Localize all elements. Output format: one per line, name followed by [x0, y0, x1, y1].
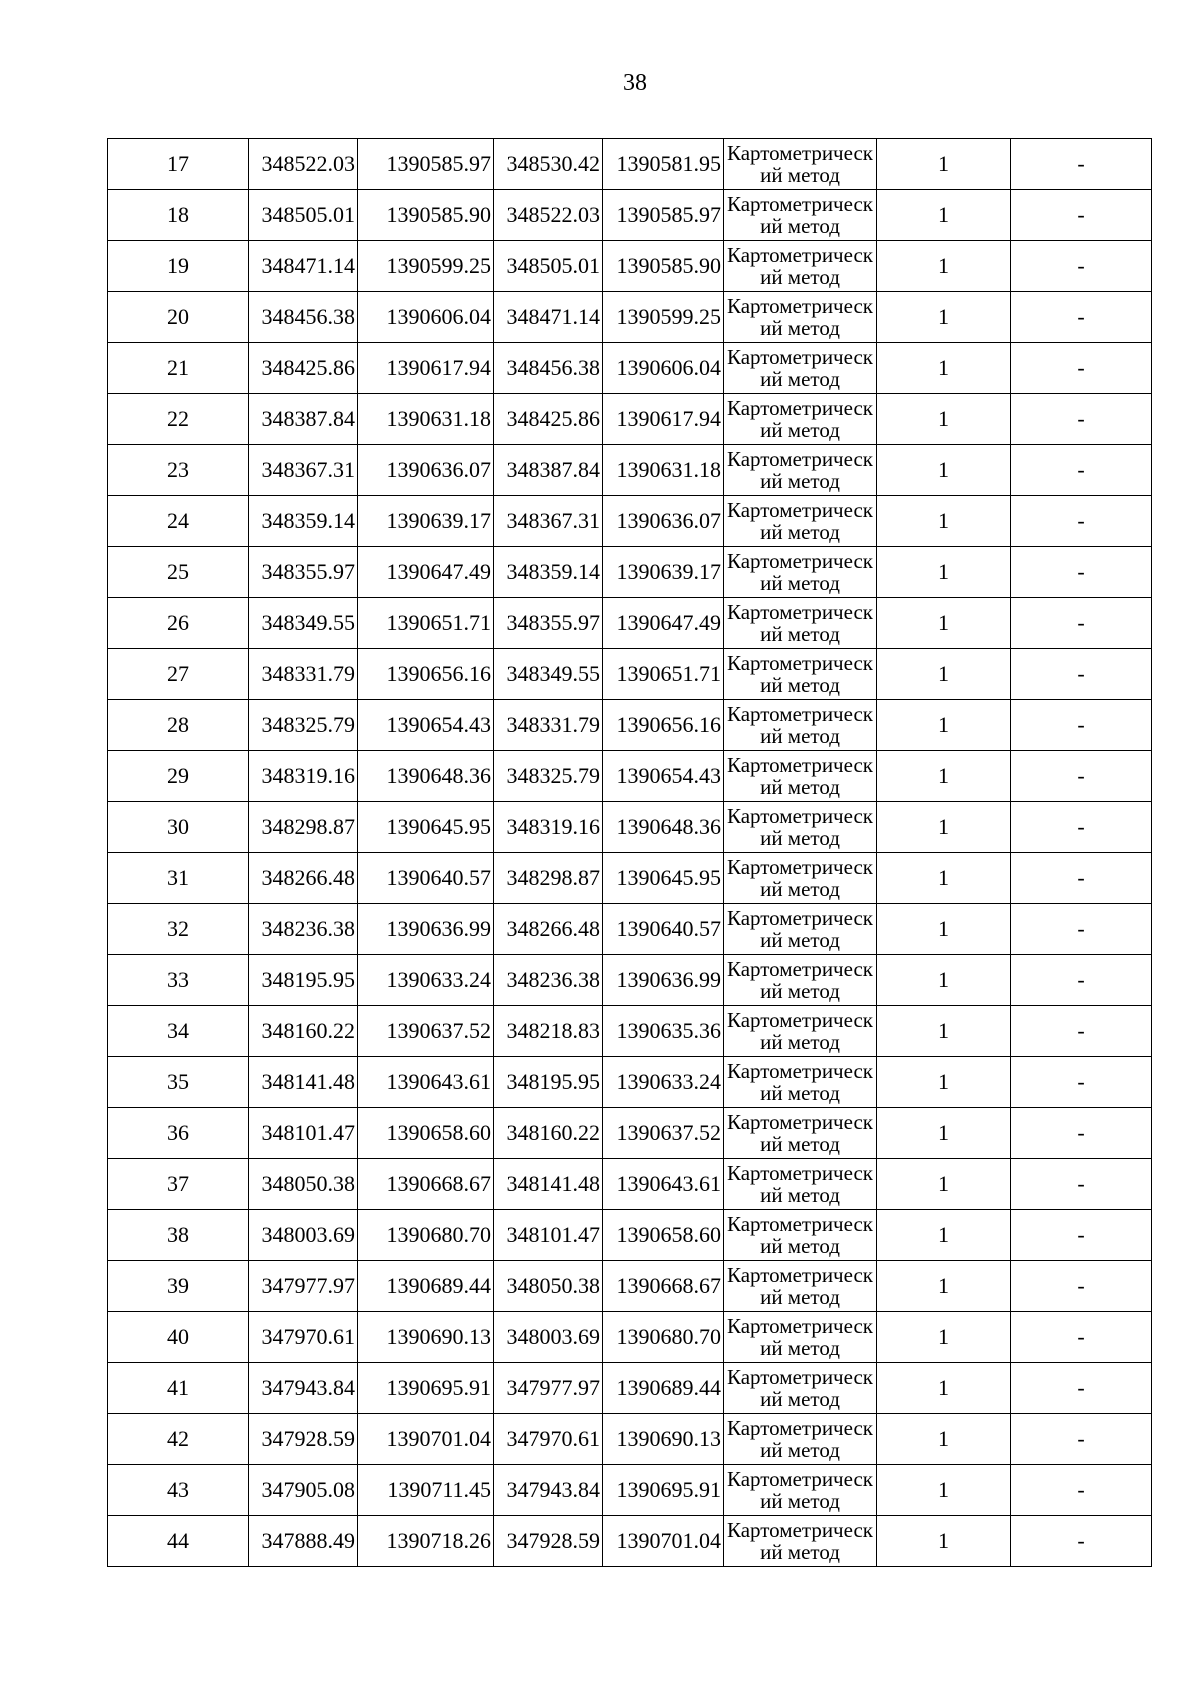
note-cell: -: [1011, 904, 1152, 955]
note-cell: -: [1011, 394, 1152, 445]
note-cell: -: [1011, 547, 1152, 598]
prev-y-coordinate-cell: 1390648.36: [603, 802, 724, 853]
accuracy-cell: 1: [877, 1465, 1011, 1516]
y-coordinate-cell: 1390690.13: [358, 1312, 494, 1363]
method-cell: Картометрический метод: [724, 292, 877, 343]
prev-y-coordinate-cell: 1390585.90: [603, 241, 724, 292]
point-number-cell: 25: [108, 547, 249, 598]
note-cell: -: [1011, 1057, 1152, 1108]
y-coordinate-cell: 1390701.04: [358, 1414, 494, 1465]
point-number-cell: 26: [108, 598, 249, 649]
prev-x-coordinate-cell: 348355.97: [494, 598, 603, 649]
y-coordinate-cell: 1390631.18: [358, 394, 494, 445]
prev-y-coordinate-cell: 1390643.61: [603, 1159, 724, 1210]
coordinates-table: [107, 138, 1152, 1567]
note-cell: -: [1011, 241, 1152, 292]
table-row: [108, 700, 1152, 751]
accuracy-cell: 1: [877, 1006, 1011, 1057]
method-cell: Картометрический метод: [724, 1159, 877, 1210]
method-cell: Картометрический метод: [724, 1312, 877, 1363]
note-cell: -: [1011, 139, 1152, 190]
point-number-cell: 18: [108, 190, 249, 241]
table-row: [108, 343, 1152, 394]
prev-y-coordinate-cell: 1390617.94: [603, 394, 724, 445]
method-cell: Картометрический метод: [724, 1516, 877, 1567]
accuracy-cell: 1: [877, 1312, 1011, 1363]
accuracy-cell: 1: [877, 700, 1011, 751]
prev-y-coordinate-cell: 1390581.95: [603, 139, 724, 190]
accuracy-cell: 1: [877, 1108, 1011, 1159]
prev-x-coordinate-cell: 348425.86: [494, 394, 603, 445]
x-coordinate-cell: 348355.97: [249, 547, 358, 598]
x-coordinate-cell: 348003.69: [249, 1210, 358, 1261]
table-row: [108, 853, 1152, 904]
x-coordinate-cell: 348050.38: [249, 1159, 358, 1210]
prev-y-coordinate-cell: 1390635.36: [603, 1006, 724, 1057]
point-number-cell: 35: [108, 1057, 249, 1108]
prev-x-coordinate-cell: 347943.84: [494, 1465, 603, 1516]
note-cell: -: [1011, 1006, 1152, 1057]
x-coordinate-cell: 348471.14: [249, 241, 358, 292]
note-cell: -: [1011, 751, 1152, 802]
y-coordinate-cell: 1390639.17: [358, 496, 494, 547]
prev-y-coordinate-cell: 1390636.99: [603, 955, 724, 1006]
prev-y-coordinate-cell: 1390656.16: [603, 700, 724, 751]
prev-x-coordinate-cell: 347928.59: [494, 1516, 603, 1567]
table-row: [108, 1057, 1152, 1108]
method-cell: Картометрический метод: [724, 1006, 877, 1057]
x-coordinate-cell: 348298.87: [249, 802, 358, 853]
prev-y-coordinate-cell: 1390633.24: [603, 1057, 724, 1108]
point-number-cell: 34: [108, 1006, 249, 1057]
point-number-cell: 44: [108, 1516, 249, 1567]
note-cell: -: [1011, 700, 1152, 751]
x-coordinate-cell: 348141.48: [249, 1057, 358, 1108]
x-coordinate-cell: 347888.49: [249, 1516, 358, 1567]
y-coordinate-cell: 1390680.70: [358, 1210, 494, 1261]
table-row: [108, 1312, 1152, 1363]
method-cell: Картометрический метод: [724, 649, 877, 700]
x-coordinate-cell: 348236.38: [249, 904, 358, 955]
method-cell: Картометрический метод: [724, 955, 877, 1006]
y-coordinate-cell: 1390599.25: [358, 241, 494, 292]
y-coordinate-cell: 1390656.16: [358, 649, 494, 700]
accuracy-cell: 1: [877, 1414, 1011, 1465]
prev-x-coordinate-cell: 348266.48: [494, 904, 603, 955]
method-cell: Картометрический метод: [724, 700, 877, 751]
prev-y-coordinate-cell: 1390658.60: [603, 1210, 724, 1261]
prev-x-coordinate-cell: 348331.79: [494, 700, 603, 751]
prev-x-coordinate-cell: 348505.01: [494, 241, 603, 292]
point-number-cell: 24: [108, 496, 249, 547]
prev-y-coordinate-cell: 1390701.04: [603, 1516, 724, 1567]
y-coordinate-cell: 1390648.36: [358, 751, 494, 802]
note-cell: -: [1011, 1465, 1152, 1516]
accuracy-cell: 1: [877, 904, 1011, 955]
point-number-cell: 21: [108, 343, 249, 394]
accuracy-cell: 1: [877, 445, 1011, 496]
y-coordinate-cell: 1390636.99: [358, 904, 494, 955]
x-coordinate-cell: 347977.97: [249, 1261, 358, 1312]
method-cell: Картометрический метод: [724, 343, 877, 394]
accuracy-cell: 1: [877, 955, 1011, 1006]
point-number-cell: 36: [108, 1108, 249, 1159]
x-coordinate-cell: 348266.48: [249, 853, 358, 904]
accuracy-cell: 1: [877, 1210, 1011, 1261]
prev-x-coordinate-cell: 348530.42: [494, 139, 603, 190]
note-cell: -: [1011, 1312, 1152, 1363]
point-number-cell: 28: [108, 700, 249, 751]
table-body: [108, 139, 1152, 1567]
note-cell: -: [1011, 853, 1152, 904]
table-row: [108, 649, 1152, 700]
y-coordinate-cell: 1390640.57: [358, 853, 494, 904]
note-cell: -: [1011, 1108, 1152, 1159]
prev-y-coordinate-cell: 1390680.70: [603, 1312, 724, 1363]
prev-y-coordinate-cell: 1390640.57: [603, 904, 724, 955]
point-number-cell: 33: [108, 955, 249, 1006]
page-number: 38: [623, 70, 647, 96]
prev-x-coordinate-cell: 347977.97: [494, 1363, 603, 1414]
y-coordinate-cell: 1390636.07: [358, 445, 494, 496]
prev-y-coordinate-cell: 1390636.07: [603, 496, 724, 547]
prev-x-coordinate-cell: 348387.84: [494, 445, 603, 496]
method-cell: Картометрический метод: [724, 1261, 877, 1312]
table-row: [108, 1108, 1152, 1159]
method-cell: Картометрический метод: [724, 1414, 877, 1465]
accuracy-cell: 1: [877, 1057, 1011, 1108]
accuracy-cell: 1: [877, 190, 1011, 241]
point-number-cell: 41: [108, 1363, 249, 1414]
method-cell: Картометрический метод: [724, 241, 877, 292]
accuracy-cell: 1: [877, 649, 1011, 700]
point-number-cell: 37: [108, 1159, 249, 1210]
prev-x-coordinate-cell: 348236.38: [494, 955, 603, 1006]
accuracy-cell: 1: [877, 547, 1011, 598]
x-coordinate-cell: 348367.31: [249, 445, 358, 496]
table-row: [108, 1363, 1152, 1414]
table-row: [108, 1516, 1152, 1567]
note-cell: -: [1011, 343, 1152, 394]
method-cell: Картометрический метод: [724, 751, 877, 802]
x-coordinate-cell: 348331.79: [249, 649, 358, 700]
method-cell: Картометрический метод: [724, 598, 877, 649]
y-coordinate-cell: 1390633.24: [358, 955, 494, 1006]
method-cell: Картометрический метод: [724, 1363, 877, 1414]
table-row: [108, 1006, 1152, 1057]
y-coordinate-cell: 1390606.04: [358, 292, 494, 343]
x-coordinate-cell: 347905.08: [249, 1465, 358, 1516]
note-cell: -: [1011, 1261, 1152, 1312]
table-row: [108, 802, 1152, 853]
x-coordinate-cell: 348319.16: [249, 751, 358, 802]
accuracy-cell: 1: [877, 1261, 1011, 1312]
point-number-cell: 39: [108, 1261, 249, 1312]
table-row: [108, 1159, 1152, 1210]
point-number-cell: 31: [108, 853, 249, 904]
x-coordinate-cell: 348101.47: [249, 1108, 358, 1159]
note-cell: -: [1011, 1363, 1152, 1414]
point-number-cell: 38: [108, 1210, 249, 1261]
point-number-cell: 42: [108, 1414, 249, 1465]
y-coordinate-cell: 1390658.60: [358, 1108, 494, 1159]
accuracy-cell: 1: [877, 1363, 1011, 1414]
method-cell: Картометрический метод: [724, 1108, 877, 1159]
table-row: [108, 445, 1152, 496]
prev-y-coordinate-cell: 1390647.49: [603, 598, 724, 649]
note-cell: -: [1011, 1516, 1152, 1567]
note-cell: -: [1011, 445, 1152, 496]
prev-x-coordinate-cell: 348218.83: [494, 1006, 603, 1057]
note-cell: -: [1011, 598, 1152, 649]
note-cell: -: [1011, 649, 1152, 700]
accuracy-cell: 1: [877, 241, 1011, 292]
table-row: [108, 241, 1152, 292]
accuracy-cell: 1: [877, 802, 1011, 853]
point-number-cell: 32: [108, 904, 249, 955]
y-coordinate-cell: 1390647.49: [358, 547, 494, 598]
note-cell: -: [1011, 190, 1152, 241]
prev-x-coordinate-cell: 348325.79: [494, 751, 603, 802]
accuracy-cell: 1: [877, 1159, 1011, 1210]
x-coordinate-cell: 348160.22: [249, 1006, 358, 1057]
point-number-cell: 17: [108, 139, 249, 190]
x-coordinate-cell: 347970.61: [249, 1312, 358, 1363]
prev-y-coordinate-cell: 1390639.17: [603, 547, 724, 598]
point-number-cell: 40: [108, 1312, 249, 1363]
x-coordinate-cell: 348325.79: [249, 700, 358, 751]
point-number-cell: 27: [108, 649, 249, 700]
point-number-cell: 23: [108, 445, 249, 496]
x-coordinate-cell: 348456.38: [249, 292, 358, 343]
accuracy-cell: 1: [877, 292, 1011, 343]
x-coordinate-cell: 348505.01: [249, 190, 358, 241]
note-cell: -: [1011, 1159, 1152, 1210]
accuracy-cell: 1: [877, 1516, 1011, 1567]
prev-y-coordinate-cell: 1390631.18: [603, 445, 724, 496]
y-coordinate-cell: 1390668.67: [358, 1159, 494, 1210]
table-row: [108, 292, 1152, 343]
method-cell: Картометрический метод: [724, 547, 877, 598]
prev-y-coordinate-cell: 1390689.44: [603, 1363, 724, 1414]
prev-y-coordinate-cell: 1390645.95: [603, 853, 724, 904]
prev-x-coordinate-cell: 348003.69: [494, 1312, 603, 1363]
prev-x-coordinate-cell: 348456.38: [494, 343, 603, 394]
x-coordinate-cell: 347928.59: [249, 1414, 358, 1465]
accuracy-cell: 1: [877, 496, 1011, 547]
prev-y-coordinate-cell: 1390651.71: [603, 649, 724, 700]
table-row: [108, 1261, 1152, 1312]
point-number-cell: 22: [108, 394, 249, 445]
x-coordinate-cell: 348195.95: [249, 955, 358, 1006]
note-cell: -: [1011, 955, 1152, 1006]
method-cell: Картометрический метод: [724, 904, 877, 955]
method-cell: Картометрический метод: [724, 139, 877, 190]
prev-y-coordinate-cell: 1390690.13: [603, 1414, 724, 1465]
y-coordinate-cell: 1390651.71: [358, 598, 494, 649]
accuracy-cell: 1: [877, 751, 1011, 802]
y-coordinate-cell: 1390585.97: [358, 139, 494, 190]
x-coordinate-cell: 348522.03: [249, 139, 358, 190]
prev-y-coordinate-cell: 1390668.67: [603, 1261, 724, 1312]
note-cell: -: [1011, 496, 1152, 547]
prev-x-coordinate-cell: 348050.38: [494, 1261, 603, 1312]
prev-y-coordinate-cell: 1390599.25: [603, 292, 724, 343]
y-coordinate-cell: 1390617.94: [358, 343, 494, 394]
table-row: [108, 1465, 1152, 1516]
accuracy-cell: 1: [877, 343, 1011, 394]
method-cell: Картометрический метод: [724, 496, 877, 547]
x-coordinate-cell: 348425.86: [249, 343, 358, 394]
prev-x-coordinate-cell: 348160.22: [494, 1108, 603, 1159]
prev-x-coordinate-cell: 348319.16: [494, 802, 603, 853]
y-coordinate-cell: 1390645.95: [358, 802, 494, 853]
table-row: [108, 139, 1152, 190]
point-number-cell: 29: [108, 751, 249, 802]
method-cell: Картометрический метод: [724, 190, 877, 241]
method-cell: Картометрический метод: [724, 853, 877, 904]
method-cell: Картометрический метод: [724, 802, 877, 853]
prev-x-coordinate-cell: 348101.47: [494, 1210, 603, 1261]
note-cell: -: [1011, 1414, 1152, 1465]
table-row: [108, 547, 1152, 598]
point-number-cell: 30: [108, 802, 249, 853]
table-row: [108, 955, 1152, 1006]
method-cell: Картометрический метод: [724, 394, 877, 445]
accuracy-cell: 1: [877, 853, 1011, 904]
point-number-cell: 43: [108, 1465, 249, 1516]
prev-x-coordinate-cell: 348522.03: [494, 190, 603, 241]
table-row: [108, 190, 1152, 241]
method-cell: Картометрический метод: [724, 1465, 877, 1516]
note-cell: -: [1011, 802, 1152, 853]
prev-y-coordinate-cell: 1390606.04: [603, 343, 724, 394]
table-row: [108, 598, 1152, 649]
table-row: [108, 904, 1152, 955]
prev-y-coordinate-cell: 1390695.91: [603, 1465, 724, 1516]
y-coordinate-cell: 1390695.91: [358, 1363, 494, 1414]
note-cell: -: [1011, 292, 1152, 343]
table-row: [108, 751, 1152, 802]
y-coordinate-cell: 1390689.44: [358, 1261, 494, 1312]
prev-x-coordinate-cell: 348359.14: [494, 547, 603, 598]
prev-y-coordinate-cell: 1390654.43: [603, 751, 724, 802]
prev-x-coordinate-cell: 348349.55: [494, 649, 603, 700]
x-coordinate-cell: 347943.84: [249, 1363, 358, 1414]
y-coordinate-cell: 1390643.61: [358, 1057, 494, 1108]
accuracy-cell: 1: [877, 394, 1011, 445]
prev-x-coordinate-cell: 348298.87: [494, 853, 603, 904]
table-row: [108, 394, 1152, 445]
y-coordinate-cell: 1390711.45: [358, 1465, 494, 1516]
table-row: [108, 496, 1152, 547]
note-cell: -: [1011, 1210, 1152, 1261]
x-coordinate-cell: 348349.55: [249, 598, 358, 649]
prev-x-coordinate-cell: 348367.31: [494, 496, 603, 547]
point-number-cell: 19: [108, 241, 249, 292]
accuracy-cell: 1: [877, 598, 1011, 649]
y-coordinate-cell: 1390654.43: [358, 700, 494, 751]
method-cell: Картометрический метод: [724, 445, 877, 496]
prev-x-coordinate-cell: 348195.95: [494, 1057, 603, 1108]
x-coordinate-cell: 348359.14: [249, 496, 358, 547]
prev-y-coordinate-cell: 1390585.97: [603, 190, 724, 241]
table-row: [108, 1414, 1152, 1465]
prev-x-coordinate-cell: 348471.14: [494, 292, 603, 343]
prev-y-coordinate-cell: 1390637.52: [603, 1108, 724, 1159]
method-cell: Картометрический метод: [724, 1057, 877, 1108]
y-coordinate-cell: 1390585.90: [358, 190, 494, 241]
x-coordinate-cell: 348387.84: [249, 394, 358, 445]
accuracy-cell: 1: [877, 139, 1011, 190]
y-coordinate-cell: 1390637.52: [358, 1006, 494, 1057]
prev-x-coordinate-cell: 347970.61: [494, 1414, 603, 1465]
prev-x-coordinate-cell: 348141.48: [494, 1159, 603, 1210]
method-cell: Картометрический метод: [724, 1210, 877, 1261]
point-number-cell: 20: [108, 292, 249, 343]
y-coordinate-cell: 1390718.26: [358, 1516, 494, 1567]
table-row: [108, 1210, 1152, 1261]
